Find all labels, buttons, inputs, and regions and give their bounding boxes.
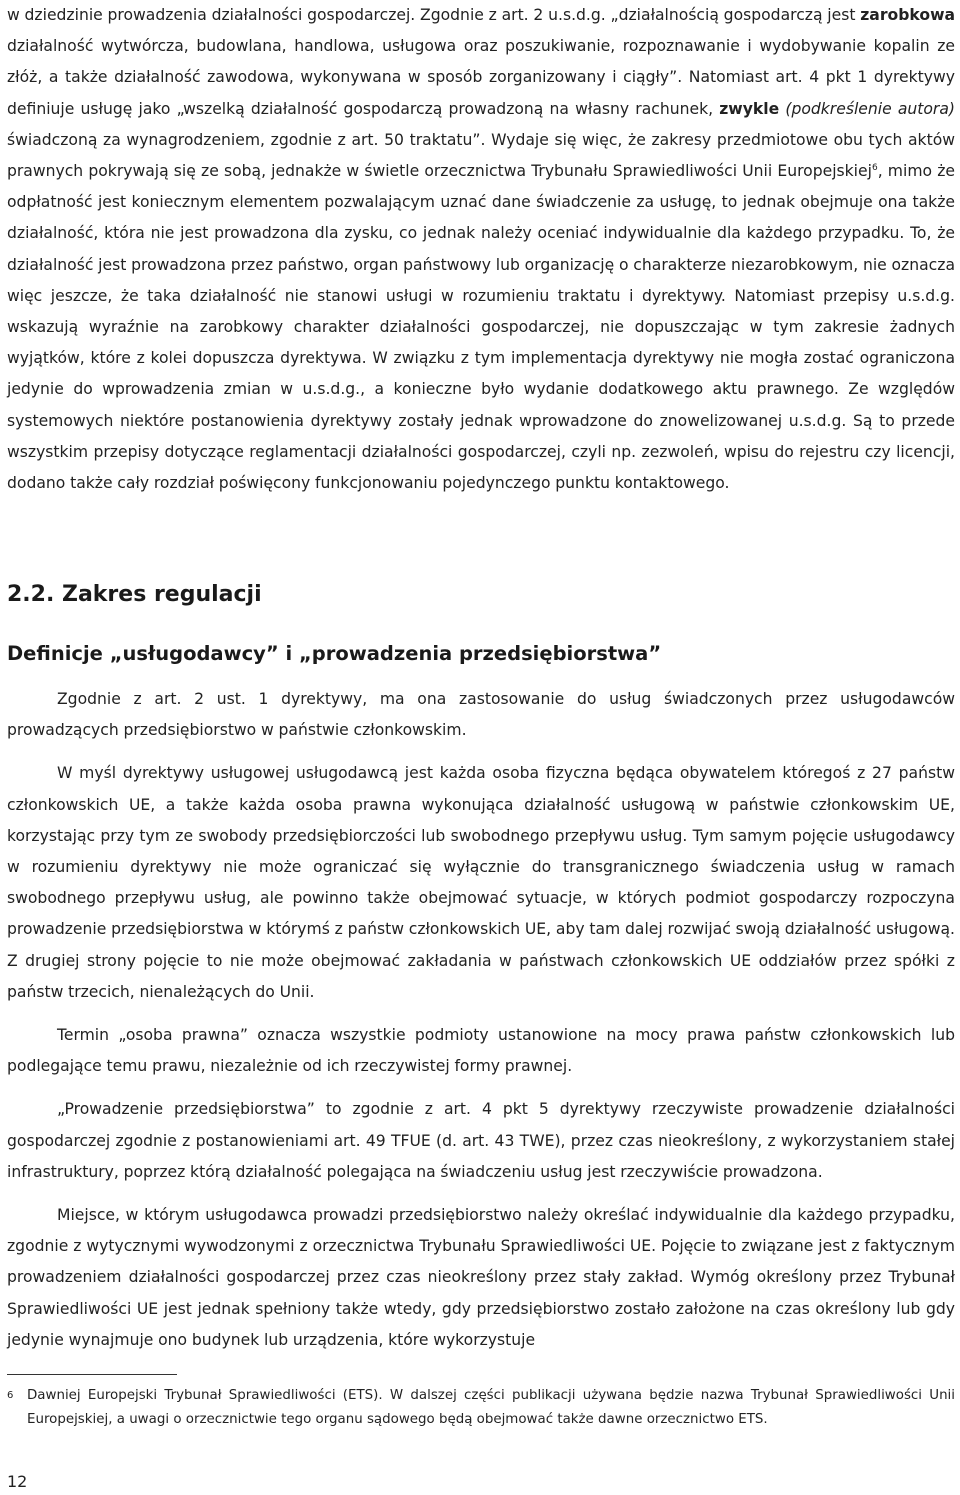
footnote-divider [7, 1374, 177, 1375]
text-run: świadczoną za wynagrodzeniem, zgodnie z art. 50 traktatu”. Wydaje się więc, że zakresy przedmiotowe obu tych aktów prawnych pokrywają się ze sobą, jednakże w świetle orzecznictwa Trybunału Sprawiedliwości Unii Europejskiej [7, 130, 955, 181]
text-run: , mimo że odpłatność jest koniecznym elementem pozwalającym uznać dane świadczenie za usługę, to jednak obejmuje ona także działalność, która nie jest prowadzona dla zysku, co jednak należy oceniać indywidualnie dla każdego przypadku. To, że działalność jest prowadzona przez państwo, organ państwowy lub organizację o charakterze niezarobkowym, nie oznacza więc jeszcze, że taka działalność nie stanowi usługi w rozumieniu traktatu i dyrektywy. Natomiast przepisy u.s.d.g. wskazują wyraźnie na zarobkowy charakter działalności gospodarczej, nie dopuszczając w tym zakresie żadnych wyjątków, które z kolei dopuszcza dyrektywa. W związku z tym implementacja dyrektywy nie mogła zostać ograniczona jedynie do wprowadzenia zmian w u.s.d.g., a konieczne było wydanie dodatkowego aktu prawnego. Ze względów systemowych niektóre postanowienia dyrektywy zostały jednak wprowadzone do znowelizowanej u.s.d.g. Są to przede wszystkim przepisy dotyczące reglamentacji działalności gospodarczej, czyli np. zezwoleń, wpisu do rejestru czy licencji, dodano także cały rozdział poświęcony funkcjonowaniu pojedynczego punktu kontaktowego. [7, 162, 955, 493]
text-run: działalność wytwórcza, budowlana, handlowa, usługowa oraz poszukiwanie, rozpoznawanie i wydobywanie kopalin ze złóż, a także działalność zawodowa, wykonywana w sposób zorganizowany i ciągły”. Natomiast art. 4 pkt 1 dyrektywy definiuje usługę jako „wszelką działalność gospodarczą prowadzoną na własny rachunek, [7, 37, 955, 118]
text-run: w dziedzinie prowadzenia działalności gospodarczej. Zgodnie z art. 2 u.s.d.g. „działalnością gospodarczą jest [7, 6, 861, 24]
footnote-reference: 6 [871, 162, 878, 173]
bold-term-zarobkowa: zarobkowa [860, 6, 955, 24]
italic-note: (podkreślenie autora) [779, 99, 955, 118]
paragraph: Zgodnie z art. 2 ust. 1 dyrektywy, ma ona zastosowanie do usług świadczonych przez usługodawców prowadzących przedsiębiorstwo w państwie członkowskim. [7, 690, 955, 740]
paragraph: Miejsce, w którym usługodawca prowadzi przedsiębiorstwo należy określać indywidualnie dla każdego przypadku, zgodnie z wytycznymi wywodzonymi z orzecznictwa Trybunału Sprawiedliwości UE. Pojęcie to związane jest z faktycznym prowadzeniem działalności gospodarczej przez czas nieokreślony przez stały zakład. Wymóg określony przez Trybunał Sprawiedliwości UE jest jednak spełniony także wtedy, gdy przedsiębiorstwo zostało założone na czas określony lub gdy jedynie wynajmuje ono budynek lub urządzenia, które wykorzystuje [7, 1206, 955, 1349]
paragraph: „Prowadzenie przedsiębiorstwa” to zgodnie z art. 4 pkt 5 dyrektywy rzeczywiste prowadzenie działalności gospodarczej zgodnie z postanowieniami art. 49 TFUE (d. art. 43 TWE), przez czas nieokreślony, z wykorzystaniem stałej infrastruktury, poprzez którą działalność polegająca na świadczeniu usług jest rzeczywiście prowadzona. [7, 1100, 955, 1181]
section-body [7, 684, 955, 1356]
paragraph: W myśl dyrektywy usługowej usługodawcą jest każda osoba fizyczna będąca obywatelem któregoś z 27 państw członkowskich UE, a także każda osoba prawna wykonująca działalność usługową w państwie członkowskim UE, korzystając przy tym ze swobody przedsiębiorczości lub swobodnego przepływu usług. Tym samym pojęcie usługodawcy w rozumieniu dyrektywy nie może ograniczać się wyłącznie do transgranicznego świadczenia usług w ramach swobodnego przepływu usług, ale powinno także obejmować sytuacje, w których podmiot gospodarczy rozpoczyna prowadzenie przedsiębiorstwa w którymś z państw członkowskich UE, aby tam dalej rozwijać swoją działalność usługową. Z drugiej strony pojęcie to nie może obejmować zakładania w państwach członkowskich UE oddziałów przez spółki z państw trzecich, nienależących do Unii. [7, 764, 955, 1001]
subsection-heading: Definicje „usługodawcy” i „prowadzenia przedsiębiorstwa” [7, 642, 662, 665]
paragraph-continuation [7, 0, 955, 499]
footnote-text: Dawniej Europejski Trybunał Sprawiedliwości (ETS). W dalszej części publikacji używana będzie nazwa Trybunał Sprawiedliwości Unii Europejskiej, a uwagi o orzecznictwie tego organu sądowego będą obejmować także dawne orzecznictwo ETS. [27, 1388, 955, 1427]
page-body-top [7, 0, 955, 499]
footnote-number: 6 [7, 1390, 14, 1401]
page-number: 12 [7, 1472, 28, 1491]
paragraph: Termin „osoba prawna” oznacza wszystkie podmioty ustanowione na mocy prawa państw członkowskich lub podlegające temu prawu, niezależnie od ich rzeczywistej formy prawnej. [7, 1026, 955, 1076]
section-heading: 2.2. Zakres regulacji [7, 582, 262, 607]
footnote [7, 1384, 955, 1432]
bold-term-zwykle: zwykle [719, 99, 780, 118]
